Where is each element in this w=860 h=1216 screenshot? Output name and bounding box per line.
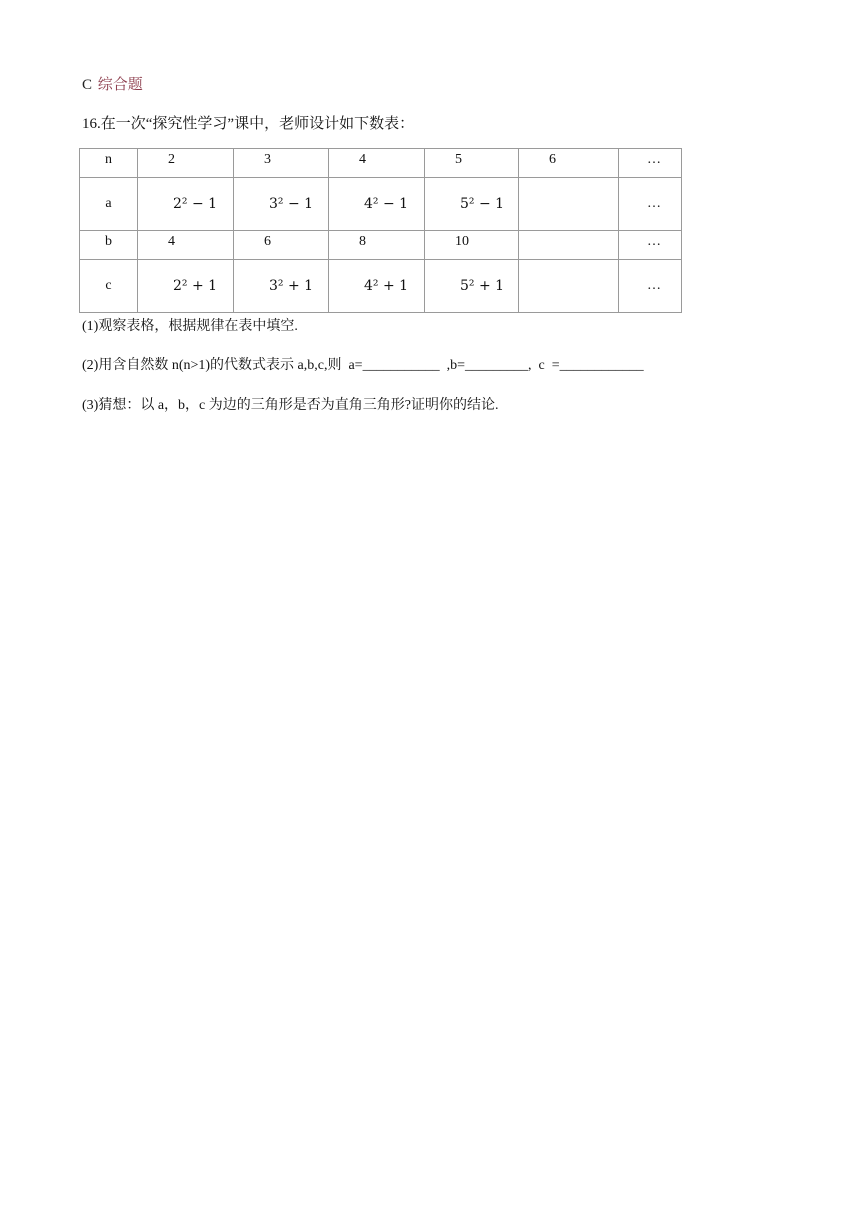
pattern-table: [79, 148, 682, 313]
table-cell: 8: [329, 231, 425, 260]
table-cell-math: 3² + 1: [234, 260, 329, 313]
row-label-n: n: [80, 149, 138, 178]
row-label-a: a: [80, 178, 138, 231]
sub-question-3: (3)猜想：以 a，b，c 为边的三角形是否为直角三角形?证明你的结论.: [82, 398, 499, 413]
table-cell: 3: [234, 149, 329, 178]
table-cell: 6: [519, 149, 619, 178]
table-cell-math: 5² − 1: [425, 178, 519, 231]
table-cell-ellipsis: …: [619, 231, 682, 260]
table-cell-math: 4² + 1: [329, 260, 425, 313]
row-label-b: b: [80, 231, 138, 260]
sub-question-1: (1)观察表格，根据规律在表中填空.: [82, 319, 298, 334]
table-cell: 10: [425, 231, 519, 260]
table-cell-ellipsis: …: [619, 149, 682, 178]
table-cell-ellipsis: …: [619, 178, 682, 231]
table-cell-math: 2² + 1: [138, 260, 234, 313]
table-cell-math: 4² − 1: [329, 178, 425, 231]
table-cell: 6: [234, 231, 329, 260]
table-cell: 4: [329, 149, 425, 178]
table-cell: 4: [138, 231, 234, 260]
row-label-c: c: [80, 260, 138, 313]
table-row-a: [80, 178, 682, 231]
table-cell: 2: [138, 149, 234, 178]
table-cell-blank: [519, 178, 619, 231]
table-cell-math: 3² − 1: [234, 178, 329, 231]
table-cell-math: 2² − 1: [138, 178, 234, 231]
table-cell-blank: [519, 231, 619, 260]
table-row-b: [80, 231, 682, 260]
table-cell: 5: [425, 149, 519, 178]
table-cell-ellipsis: …: [619, 260, 682, 313]
question-intro: 16.在一次“探究性学习”课中，老师设计如下数表：: [82, 116, 415, 132]
section-heading: [82, 75, 143, 95]
table-row-c: [80, 260, 682, 313]
table-row-n: [80, 149, 682, 178]
section-letter: C: [82, 77, 93, 93]
table-cell-blank: [519, 260, 619, 313]
table-cell-math: 5² + 1: [425, 260, 519, 313]
section-title: 综合题: [97, 77, 143, 93]
sub-question-2: (2)用含自然数 n(n>1)的代数式表示 a,b,c,则 a=___________ ,b=_________, c =____________: [82, 358, 644, 373]
